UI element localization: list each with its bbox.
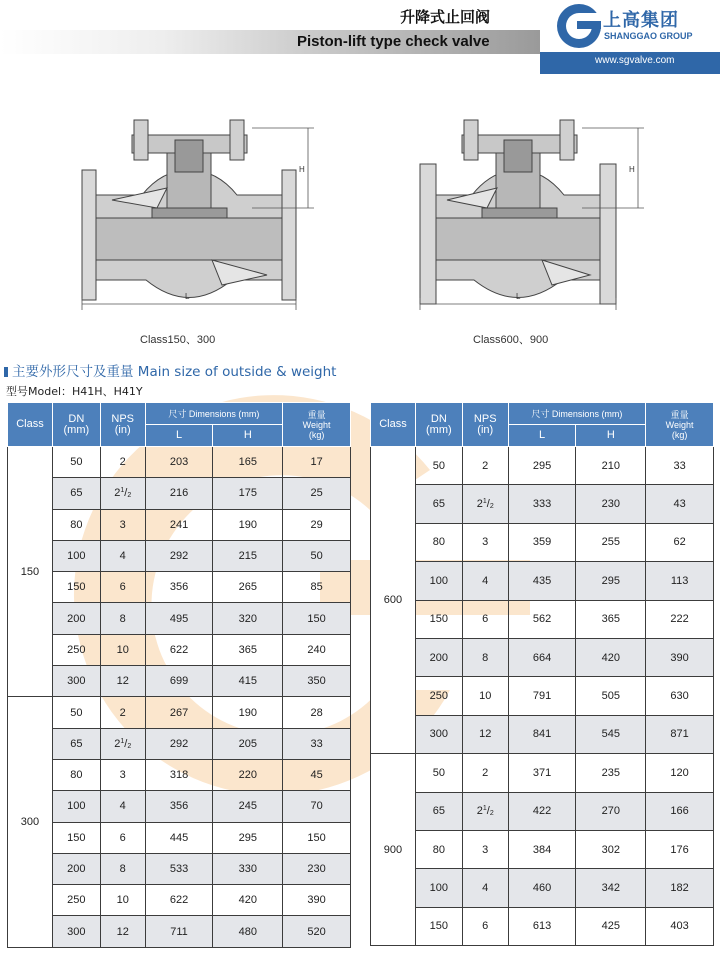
dn-cell: 65: [415, 485, 462, 523]
w-cell: 33: [646, 447, 714, 485]
h-cell: 505: [576, 677, 646, 715]
l-cell: 791: [508, 677, 576, 715]
table-row: [8, 509, 351, 540]
table-row: [371, 869, 714, 907]
nps-cell: $2^1/_2$: [100, 728, 145, 759]
header-h: H: [213, 425, 283, 447]
header-weight: 重量 Weight (kg): [283, 403, 351, 447]
nps-cell: 10: [100, 634, 145, 665]
w-cell: 166: [646, 792, 714, 830]
valve-drawing-class150-300: [72, 100, 322, 315]
dn-cell: 50: [52, 697, 100, 728]
l-cell: 267: [145, 697, 213, 728]
dn-cell: 50: [52, 447, 100, 478]
table-row: [8, 759, 351, 790]
w-cell: 113: [646, 562, 714, 600]
l-cell: 292: [145, 540, 213, 571]
h-cell: 245: [213, 791, 283, 822]
h-cell: 220: [213, 759, 283, 790]
drawing-caption-right: Class600、900: [473, 334, 549, 346]
w-cell: 390: [646, 638, 714, 676]
l-cell: 333: [508, 485, 576, 523]
h-cell: 365: [576, 600, 646, 638]
table-row: [371, 523, 714, 561]
w-cell: 630: [646, 677, 714, 715]
class-cell: 900: [371, 754, 416, 946]
h-cell: 190: [213, 697, 283, 728]
dn-cell: 80: [52, 759, 100, 790]
dn-cell: 65: [52, 478, 100, 509]
brand-name-cn: 上高集团: [603, 10, 679, 31]
nps-cell: $2^1/_2$: [462, 485, 508, 523]
h-cell: 215: [213, 540, 283, 571]
nps-cell: 6: [100, 572, 145, 603]
table-row: [8, 447, 351, 478]
l-cell: 371: [508, 754, 576, 792]
w-cell: 240: [283, 634, 351, 665]
h-cell: 230: [576, 485, 646, 523]
table-row: [371, 600, 714, 638]
dn-cell: 100: [415, 869, 462, 907]
h-cell: 365: [213, 634, 283, 665]
h-cell: 415: [213, 666, 283, 697]
l-cell: 613: [508, 907, 576, 945]
header-class: Class: [8, 403, 53, 447]
spec-table-right: [370, 402, 714, 946]
w-cell: 150: [283, 822, 351, 853]
nps-cell: 12: [100, 666, 145, 697]
dn-cell: 300: [415, 715, 462, 753]
class-cell: 600: [371, 447, 416, 754]
table-row: [8, 885, 351, 916]
header-h: H: [576, 425, 646, 447]
w-cell: 85: [283, 572, 351, 603]
h-cell: 295: [576, 562, 646, 600]
l-cell: 562: [508, 600, 576, 638]
l-cell: 241: [145, 509, 213, 540]
l-cell: 711: [145, 916, 213, 947]
nps-cell: 2: [462, 447, 508, 485]
table-row: [371, 715, 714, 753]
dn-cell: 150: [52, 572, 100, 603]
l-cell: 841: [508, 715, 576, 753]
h-cell: 165: [213, 447, 283, 478]
dn-cell: 250: [52, 885, 100, 916]
h-cell: 425: [576, 907, 646, 945]
dn-cell: 80: [52, 509, 100, 540]
w-cell: 150: [283, 603, 351, 634]
h-cell: 270: [576, 792, 646, 830]
nps-cell: 4: [100, 540, 145, 571]
table-row: [371, 907, 714, 945]
class-cell: 300: [8, 697, 53, 947]
dn-cell: 80: [415, 523, 462, 561]
header-class: Class: [371, 403, 416, 447]
section-title: [4, 360, 336, 380]
nps-cell: 12: [462, 715, 508, 753]
table-row: [371, 638, 714, 676]
table-row: [8, 603, 351, 634]
dn-cell: 100: [52, 540, 100, 571]
w-cell: 222: [646, 600, 714, 638]
dn-cell: 100: [415, 562, 462, 600]
nps-cell: 8: [462, 638, 508, 676]
drawing-caption-left: Class150、300: [140, 334, 216, 346]
nps-cell: 10: [462, 677, 508, 715]
l-cell: 460: [508, 869, 576, 907]
w-cell: 403: [646, 907, 714, 945]
w-cell: 25: [283, 478, 351, 509]
dn-cell: 50: [415, 754, 462, 792]
table-row: [371, 754, 714, 792]
l-cell: 356: [145, 572, 213, 603]
spec-table-left: [7, 402, 351, 948]
l-cell: 422: [508, 792, 576, 830]
dim-h-label-left: H: [299, 165, 305, 174]
dn-cell: 200: [52, 603, 100, 634]
header-dn: DN (mm): [415, 403, 462, 447]
h-cell: 205: [213, 728, 283, 759]
dn-cell: 150: [415, 907, 462, 945]
table-row: [371, 485, 714, 523]
w-cell: 871: [646, 715, 714, 753]
dn-cell: 100: [52, 791, 100, 822]
l-cell: 664: [508, 638, 576, 676]
dn-cell: 150: [52, 822, 100, 853]
header-weight: 重量 Weight (kg): [646, 403, 714, 447]
w-cell: 176: [646, 830, 714, 868]
dim-l-label-right: L: [516, 292, 521, 301]
l-cell: 292: [145, 728, 213, 759]
dn-cell: 250: [52, 634, 100, 665]
dn-cell: 150: [415, 600, 462, 638]
nps-cell: 2: [462, 754, 508, 792]
dim-h-label-right: H: [629, 165, 635, 174]
table-row: [8, 697, 351, 728]
w-cell: 62: [646, 523, 714, 561]
h-cell: 255: [576, 523, 646, 561]
w-cell: 33: [283, 728, 351, 759]
table-row: [371, 792, 714, 830]
valve-drawing-class600-900: [412, 100, 662, 315]
nps-cell: 3: [462, 830, 508, 868]
page-title-en: Piston-lift type check valve: [297, 33, 490, 50]
w-cell: 45: [283, 759, 351, 790]
dn-cell: 65: [415, 792, 462, 830]
nps-cell: 6: [100, 822, 145, 853]
w-cell: 28: [283, 697, 351, 728]
table-row: [8, 540, 351, 571]
dn-cell: 250: [415, 677, 462, 715]
table-row: [8, 634, 351, 665]
h-cell: 235: [576, 754, 646, 792]
w-cell: 50: [283, 540, 351, 571]
page-title-cn: 升降式止回阀: [400, 8, 491, 26]
h-cell: 480: [213, 916, 283, 947]
dn-cell: 80: [415, 830, 462, 868]
w-cell: 230: [283, 853, 351, 884]
h-cell: 342: [576, 869, 646, 907]
h-cell: 295: [213, 822, 283, 853]
header-dimensions: 尺寸 Dimensions (mm): [145, 403, 283, 425]
header-nps: NPS (in): [462, 403, 508, 447]
dim-l-label-left: L: [185, 292, 190, 301]
section-title-text: 主要外形尺寸及重量 Main size of outside & weight: [12, 364, 337, 380]
dn-cell: 300: [52, 666, 100, 697]
l-cell: 699: [145, 666, 213, 697]
l-cell: 445: [145, 822, 213, 853]
nps-cell: 4: [462, 562, 508, 600]
h-cell: 190: [213, 509, 283, 540]
w-cell: 17: [283, 447, 351, 478]
table-row: [371, 830, 714, 868]
w-cell: 520: [283, 916, 351, 947]
nps-cell: 3: [462, 523, 508, 561]
table-row: [371, 447, 714, 485]
h-cell: 420: [213, 885, 283, 916]
w-cell: 182: [646, 869, 714, 907]
table-row: [8, 572, 351, 603]
h-cell: 545: [576, 715, 646, 753]
l-cell: 295: [508, 447, 576, 485]
h-cell: 330: [213, 853, 283, 884]
class-cell: 150: [8, 447, 53, 697]
h-cell: 175: [213, 478, 283, 509]
table-row: [8, 853, 351, 884]
brand-name-en: SHANGGAO GROUP: [604, 31, 693, 41]
h-cell: 320: [213, 603, 283, 634]
l-cell: 359: [508, 523, 576, 561]
nps-cell: 2: [100, 697, 145, 728]
table-row: [8, 791, 351, 822]
header-dimensions: 尺寸 Dimensions (mm): [508, 403, 646, 425]
nps-cell: 6: [462, 907, 508, 945]
nps-cell: 3: [100, 509, 145, 540]
nps-cell: 4: [462, 869, 508, 907]
w-cell: 350: [283, 666, 351, 697]
l-cell: 384: [508, 830, 576, 868]
dn-cell: 200: [415, 638, 462, 676]
l-cell: 216: [145, 478, 213, 509]
table-row: [8, 728, 351, 759]
nps-cell: 3: [100, 759, 145, 790]
table-row: [8, 916, 351, 947]
table-row: [8, 822, 351, 853]
header-l: L: [145, 425, 213, 447]
table-row: [8, 666, 351, 697]
l-cell: 318: [145, 759, 213, 790]
l-cell: 495: [145, 603, 213, 634]
nps-cell: 10: [100, 885, 145, 916]
header-nps: NPS (in): [100, 403, 145, 447]
l-cell: 622: [145, 634, 213, 665]
dn-cell: 200: [52, 853, 100, 884]
website-link[interactable]: www.sgvalve.com: [595, 55, 675, 66]
nps-cell: 4: [100, 791, 145, 822]
l-cell: 435: [508, 562, 576, 600]
nps-cell: 12: [100, 916, 145, 947]
model-line: 型号Model：H41H、H41Y: [6, 385, 143, 398]
h-cell: 302: [576, 830, 646, 868]
h-cell: 265: [213, 572, 283, 603]
table-row: [371, 562, 714, 600]
header-dn: DN (mm): [52, 403, 100, 447]
w-cell: 390: [283, 885, 351, 916]
w-cell: 43: [646, 485, 714, 523]
nps-cell: 2: [100, 447, 145, 478]
nps-cell: 8: [100, 853, 145, 884]
nps-cell: $2^1/_2$: [462, 792, 508, 830]
l-cell: 356: [145, 791, 213, 822]
w-cell: 120: [646, 754, 714, 792]
h-cell: 210: [576, 447, 646, 485]
table-row: [371, 677, 714, 715]
nps-cell: $2^1/_2$: [100, 478, 145, 509]
nps-cell: 6: [462, 600, 508, 638]
dn-cell: 65: [52, 728, 100, 759]
l-cell: 533: [145, 853, 213, 884]
h-cell: 420: [576, 638, 646, 676]
dn-cell: 50: [415, 447, 462, 485]
l-cell: 203: [145, 447, 213, 478]
dn-cell: 300: [52, 916, 100, 947]
w-cell: 29: [283, 509, 351, 540]
w-cell: 70: [283, 791, 351, 822]
nps-cell: 8: [100, 603, 145, 634]
bullet-icon: [4, 367, 8, 377]
table-row: [8, 478, 351, 509]
l-cell: 622: [145, 885, 213, 916]
header-l: L: [508, 425, 576, 447]
